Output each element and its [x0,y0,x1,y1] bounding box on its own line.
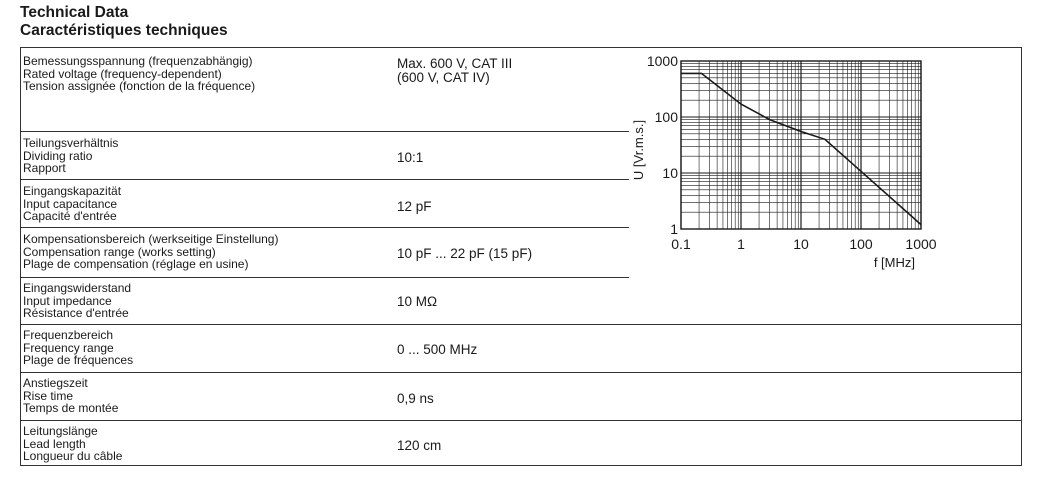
label-fr: Rapport [23,161,66,175]
row-value: 120 cm [397,438,442,453]
row-value: 10 MΩ [397,294,438,309]
title-de-en: Technical Data [20,4,129,21]
title-fr: Caractéristiques techniques [20,22,228,39]
label-fr: Temps de montée [23,401,119,415]
label-en: Input impedance [23,293,112,308]
label-fr: Plage de fréquences [23,353,134,367]
row-label [23,282,131,320]
y-tick-label: 1 [670,221,678,237]
row-value: 12 pF [397,199,432,214]
voltage-derating-chart [629,48,1021,278]
label-en: Rated voltage (frequency-dependent) [23,66,222,81]
table-row-rise-time [21,373,1021,421]
label-en: Lead length [23,436,86,451]
table-row-frequency-range [21,325,1021,373]
label-en: Rise time [23,388,74,403]
y-tick-label: 10 [662,165,678,181]
label-en: Input capacitance [23,196,118,211]
table-row-dividing-ratio [21,132,629,180]
row-label [23,185,121,223]
x-tick-label: 1000 [905,236,937,252]
x-tick-label: 10 [793,236,809,252]
table-row-compensation-range [21,228,629,278]
label-en: Dividing ratio [23,148,93,163]
x-axis-label: f [MHz] [873,255,915,270]
chart-svg [629,48,1021,278]
y-axis-label: U [Vr.m.s.] [631,119,646,181]
x-tick-label: 0.1 [671,236,691,252]
row-value: 10:1 [397,150,424,165]
label-fr: Résistance d'entrée [23,306,129,320]
label-de: Eingangswiderstand [23,281,132,295]
table-row-lead-length [21,421,1021,466]
row-value: 0,9 ns [397,391,434,406]
y-tick-label: 1000 [646,53,678,69]
row-label [23,55,255,93]
label-en: Frequency range [23,340,114,355]
label-fr: Tension assignée (fonction de la fréquence) [23,79,256,93]
row-label [23,233,278,271]
table-row-rated-voltage [21,48,629,132]
label-de: Bemessungsspannung (frequenzabhängig) [23,54,253,68]
y-tick-label: 100 [654,109,678,125]
x-tick-label: 1 [737,236,745,252]
label-en: Compensation range (works setting) [23,244,216,259]
technical-data-table [20,47,1022,466]
label-de: Eingangskapazität [23,184,122,198]
row-value: 10 pF ... 22 pF (15 pF) [397,246,533,261]
value-line-1: Max. 600 V, CAT III [397,56,513,71]
label-de: Kompensationsbereich (werkseitige Einstellung) [23,232,279,246]
table-row-input-capacitance [21,180,629,228]
table-row-input-impedance [21,278,1021,325]
row-value: 0 ... 500 MHz [397,342,478,357]
row-value [397,57,512,85]
x-tick-label: 100 [849,236,873,252]
label-fr: Capacité d'entrée [23,209,117,223]
label-fr: Longueur du câble [23,449,123,463]
label-de: Teilungsverhältnis [23,136,119,150]
value-line-2: (600 V, CAT IV) [397,70,490,85]
row-label [23,425,122,463]
row-label [23,377,118,415]
row-label [23,137,118,175]
row-label [23,329,133,367]
label-fr: Plage de compensation (réglage en usine) [23,257,249,271]
label-de: Anstiegszeit [23,376,88,390]
label-de: Frequenzbereich [23,328,114,342]
label-de: Leitungslänge [23,424,98,438]
page-header [20,4,228,40]
